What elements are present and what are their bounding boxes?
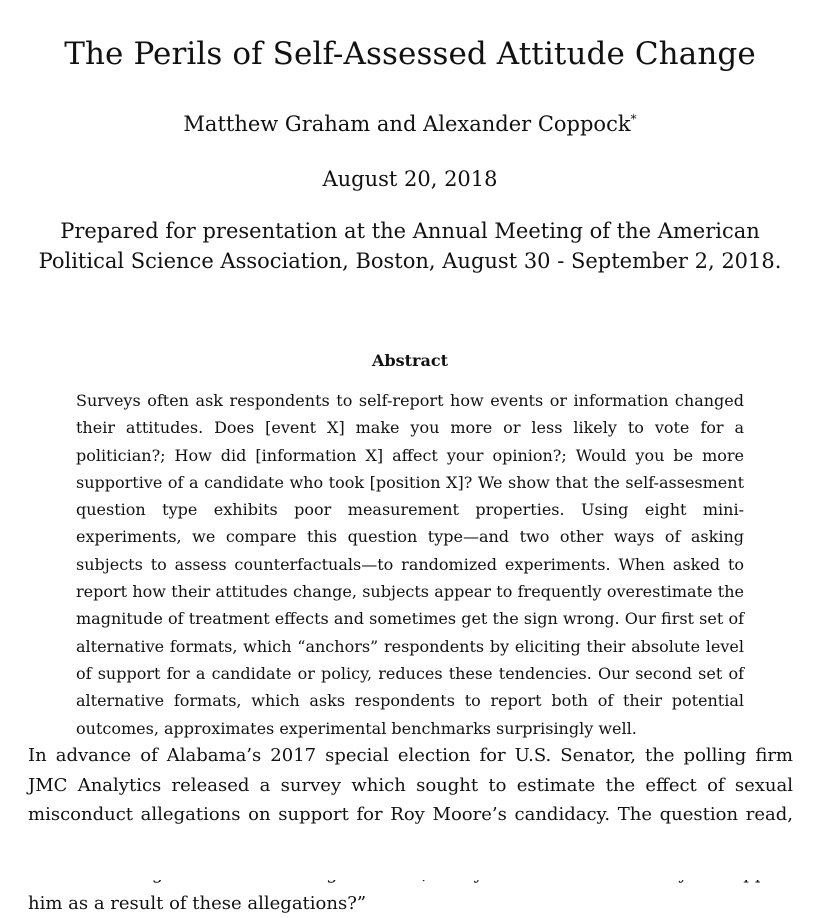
presentation-note: Prepared for presentation at the Annual Meeting of the American Political Science Association, Boston, August 30 - September 2, 2018. [38,219,782,273]
abstract-heading: Abstract [372,351,448,370]
page-cutoff [0,836,820,880]
author-footnote-marker: * [630,112,637,126]
author-line [0,110,820,138]
paper-title: The Perils of Self-Assessed Attitude Change [64,36,756,72]
paper-date: August 20, 2018 [322,167,498,191]
abstract-text: Surveys often ask respondents to self-report how events or information changed their attitudes. Does [event X] make you more or less likely to vote for a politician?; How did [information X] affect your opinion?; Would you be more supportive of a candidate who took [position X]? We show that the self-assesment question type exhibits poor measurement properties. Using eight mini-experiments, we compare this question type—and two other ways of asking subjects to assess counterfactuals—to randomized experiments. When asked to report how their attitudes change, subjects appear to frequently overestimate the magnitude of treatment effects and sometimes get the sign wrong. Our first set of alternative formats, which “anchors” respondents by eliciting their absolute level of support for a candidate or policy, reduces these tendencies. Our second set of alternative formats, which asks respondents to report both of their potential outcomes, approximates experimental benchmarks surprisingly well. [76,391,744,738]
intro-paragraph: In advance of Alabama’s 2017 special election for U.S. Senator, the polling firm JMC Analytics released a survey which sought to estimate the effect of sexual misconduct allegations on support for Roy Moore’s candidacy. The question read, him as a result of these allegations?” [28,745,793,914]
author-names: Matthew Graham and Alexander Coppock [183,112,631,136]
